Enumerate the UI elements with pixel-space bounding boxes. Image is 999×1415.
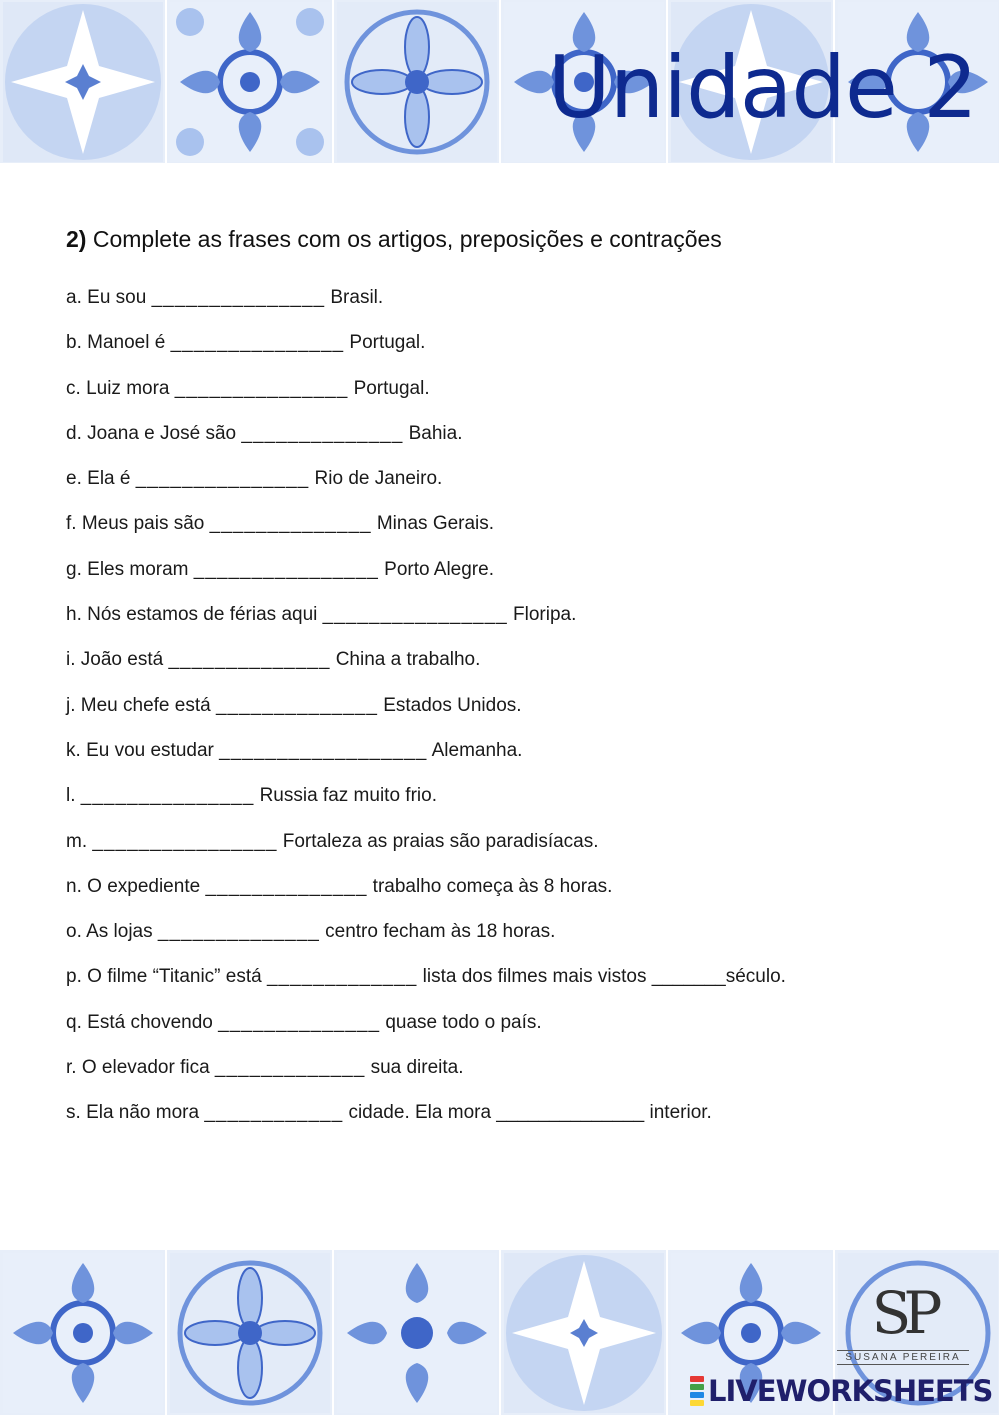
item-blank[interactable]: _______________ — [135, 468, 310, 490]
exercise-item — [66, 373, 786, 418]
item-text-after: Estados Unidos. — [383, 694, 522, 716]
star-tile-icon — [504, 1253, 664, 1413]
item-text-after: Fortaleza as praias são paradisíacas. — [282, 830, 599, 852]
exercise-item — [66, 418, 786, 463]
exercise-item — [66, 735, 786, 780]
item-text-before: Eu vou estudar — [86, 739, 214, 761]
item-blank[interactable]: ________________ — [322, 604, 508, 626]
item-text-before: Meus pais são — [81, 513, 205, 535]
item-letter: k. — [66, 739, 81, 761]
item-blank[interactable]: ______________ — [205, 875, 368, 897]
item-text-after: China a trabalho. — [335, 649, 481, 671]
azulejo-tile — [501, 1250, 668, 1415]
azulejo-tile — [167, 0, 334, 163]
item-blank[interactable]: ________________ — [92, 830, 278, 852]
item-text-before: As lojas — [86, 921, 153, 943]
exercise-item — [66, 961, 786, 1006]
page-title: Unidade 2 — [547, 38, 977, 138]
item-letter: e. — [66, 468, 82, 490]
exercise-item — [66, 1052, 786, 1097]
item-blank[interactable]: ______________ — [209, 513, 372, 535]
item-text-after: cidade. Ela mora ______________ interior. — [348, 1102, 712, 1124]
item-text-after: Portugal. — [353, 377, 430, 399]
exercise-item — [66, 1097, 786, 1142]
item-text-before: Meu chefe está — [80, 694, 211, 716]
item-text-after: centro fecham às 18 horas. — [325, 921, 556, 943]
azulejo-tile — [0, 0, 167, 163]
item-text-after: Floripa. — [513, 604, 577, 626]
item-letter: h. — [66, 604, 82, 626]
item-text-before: Luiz mora — [86, 377, 170, 399]
item-blank[interactable]: _______________ — [80, 785, 255, 807]
live-badge-icon — [690, 1375, 704, 1407]
exercise-list — [66, 282, 786, 1143]
item-letter: b. — [66, 332, 82, 354]
exercise-item — [66, 554, 786, 599]
item-letter: a. — [66, 287, 82, 308]
item-text-after: Brasil. — [330, 287, 384, 308]
item-blank[interactable]: _______________ — [174, 377, 349, 399]
logo-author-name: SUSANA PEREIRA — [837, 1350, 968, 1365]
item-text-after: Minas Gerais. — [376, 513, 495, 535]
item-text-before: O elevador fica — [81, 1057, 210, 1079]
item-letter: d. — [66, 422, 82, 444]
item-text-after: Bahia. — [408, 422, 463, 444]
exercise-item — [66, 1007, 786, 1052]
brand-name: LIVEWORKSHEETS — [708, 1374, 993, 1408]
item-blank[interactable]: _____________ — [214, 1057, 366, 1079]
azulejo-tile — [0, 1250, 167, 1415]
item-letter: m. — [66, 830, 88, 852]
item-letter: r. — [66, 1057, 77, 1079]
item-text-before: Nós estamos de férias aqui — [87, 604, 318, 626]
exercise-instruction: Complete as frases com os artigos, preposições e contrações — [92, 226, 722, 252]
item-text-before: Eu sou — [87, 287, 147, 308]
item-letter: i. — [66, 649, 76, 671]
exercise-heading — [66, 222, 722, 256]
exercise-item — [66, 826, 786, 871]
item-blank[interactable]: ______________ — [168, 649, 331, 671]
fleur-tile-icon — [337, 1253, 497, 1413]
item-blank[interactable]: _____________ — [266, 966, 418, 988]
azulejo-tile — [334, 1250, 501, 1415]
item-text-after: Portugal. — [349, 332, 426, 354]
item-text-after: Rio de Janeiro. — [314, 468, 443, 490]
item-letter: f. — [66, 513, 77, 535]
exercise-item — [66, 463, 786, 508]
item-blank[interactable]: ______________ — [218, 1011, 381, 1033]
item-text-after: Alemanha. — [431, 739, 523, 761]
item-text-before: Ela é — [87, 468, 131, 490]
item-blank[interactable]: ______________ — [215, 694, 378, 716]
item-blank[interactable]: __________________ — [219, 739, 428, 761]
item-text-before: Eles moram — [87, 558, 189, 580]
item-blank[interactable]: _______________ — [151, 287, 326, 308]
exercise-item — [66, 780, 786, 825]
item-blank[interactable]: ________________ — [193, 558, 379, 580]
item-text-after: Porto Alegre. — [384, 558, 494, 580]
item-letter: n. — [66, 875, 82, 897]
item-text-before: Joana e José são — [87, 422, 237, 444]
azulejo-tile — [334, 0, 501, 163]
item-letter: o. — [66, 921, 82, 943]
exercise-item — [66, 599, 786, 644]
flower-tile-icon — [170, 1253, 330, 1413]
item-blank[interactable]: ____________ — [204, 1102, 344, 1124]
star-tile-icon — [3, 2, 163, 162]
exercise-item — [66, 282, 786, 327]
item-blank[interactable]: ______________ — [157, 921, 320, 943]
item-letter: p. — [66, 966, 82, 988]
item-letter: s. — [66, 1102, 81, 1124]
item-text-before: O expediente — [87, 875, 201, 897]
logo-monogram: SP — [871, 1279, 935, 1347]
item-letter: j. — [66, 694, 76, 716]
item-text-after: lista dos filmes mais vistos _______século. — [422, 966, 786, 988]
item-text-before: Está chovendo — [87, 1011, 213, 1033]
liveworksheets-brand[interactable] — [690, 1375, 992, 1407]
exercise-item — [66, 916, 786, 961]
fleur-tile-icon — [170, 2, 330, 162]
item-text-before: João está — [80, 649, 164, 671]
exercise-number: 2) — [66, 226, 87, 252]
item-text-after: quase todo o país. — [385, 1011, 542, 1033]
item-letter: q. — [66, 1011, 82, 1033]
item-text-after: sua direita. — [370, 1057, 464, 1079]
item-text-after: trabalho começa às 8 horas. — [372, 875, 613, 897]
item-text-before: Ela não mora — [86, 1102, 200, 1124]
author-logo — [818, 1279, 988, 1387]
flower-tile-icon — [337, 2, 497, 162]
item-text-after: Russia faz muito frio. — [259, 785, 437, 807]
exercise-item — [66, 508, 786, 553]
item-letter: g. — [66, 558, 82, 580]
azulejo-tile — [167, 1250, 334, 1415]
item-text-before: Manoel é — [87, 332, 166, 354]
item-blank[interactable]: ______________ — [241, 422, 404, 444]
exercise-item — [66, 644, 786, 689]
item-letter: c. — [66, 377, 81, 399]
item-letter: l. — [66, 785, 76, 807]
item-blank[interactable]: _______________ — [170, 332, 345, 354]
item-text-before: O filme “Titanic” está — [87, 966, 262, 988]
exercise-item — [66, 871, 786, 916]
exercise-item — [66, 327, 786, 372]
fleur-tile-icon — [3, 1253, 163, 1413]
exercise-item — [66, 690, 786, 735]
